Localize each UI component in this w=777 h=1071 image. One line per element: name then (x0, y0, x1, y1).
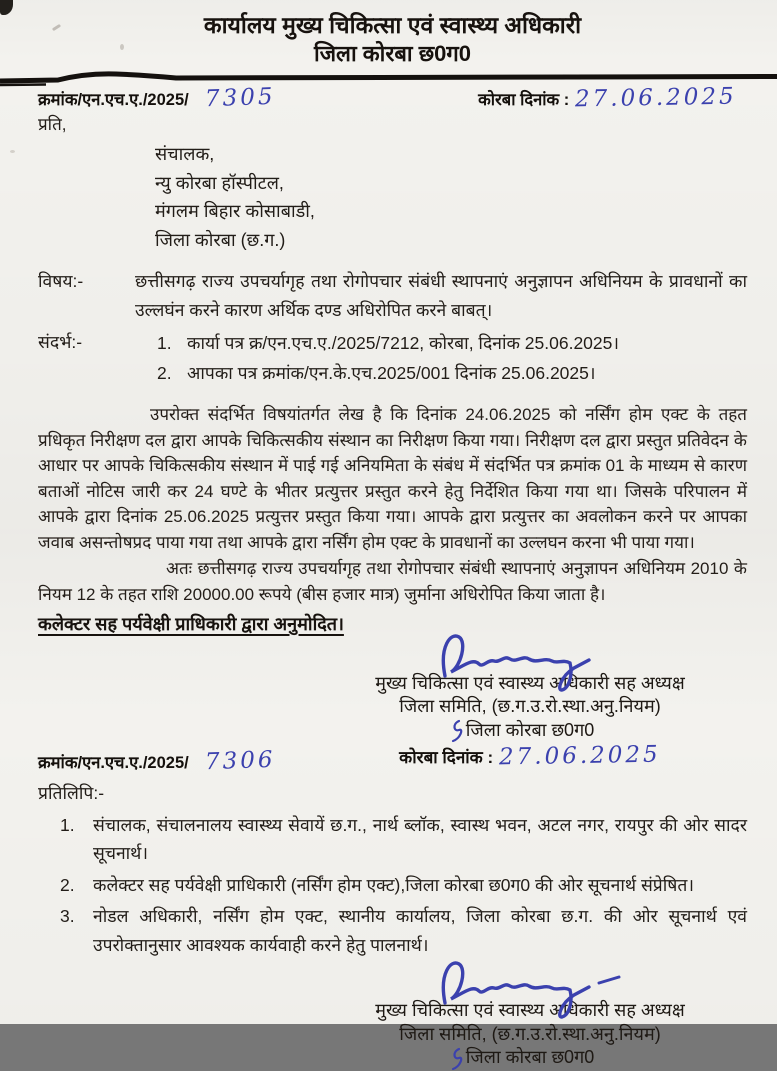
subject-label: विषय:- (38, 271, 84, 291)
reference-label: संदर्भ:- (38, 332, 83, 352)
salutation: प्रति, (38, 115, 67, 134)
recipient-line: मंगलम बिहार कोसाबाडी, (155, 201, 315, 221)
signature-scribble (415, 957, 665, 1023)
signature-date-label: कोरबा दिनांक : (399, 747, 494, 767)
copy-letter-number-handwritten: 7306 (204, 746, 276, 775)
body-paragraph-2: अतः छत्तीसगढ़ राज्य उपचर्यागृह तथा रोगोपचार संबंधी स्थापनाएं अनुज्ञापन अधिनियम 2010 के नियम 12 के तहत राशि 20000.00 रूपये (बीस हजार मात्र) जुर्माना अधिरोपित किया जाता है। (38, 559, 747, 604)
scan-corner-artifact (0, 0, 13, 15)
signature-scribble (415, 630, 645, 696)
copy-item-number: 3. (60, 906, 75, 927)
signatory-district: जिला कोरबा छ0ग0 (345, 719, 715, 743)
reference-item (157, 328, 747, 358)
signatory-designation: मुख्य चिकित्सा एवं स्वास्थ्य अधिकारी सह अध्यक्ष (375, 672, 685, 693)
letter-date-handwritten: 27.06.2025 (575, 83, 738, 113)
signature-block-1 (345, 672, 715, 770)
signature-date-row (345, 741, 715, 771)
signatory-district: जिला कोरबा छ0ग0 (345, 1046, 715, 1070)
copies-list (60, 811, 747, 960)
copy-item-text: कलेक्टर सह पर्यवेक्षी प्राधिकारी (नर्सिंग होम एक्ट),जिला कोरबा छ0ग0 की ओर सूचनार्थ संप्रेषित। (93, 874, 695, 895)
signatory-committee: जिला समिति, (छ.ग.उ.रो.स्था.अनु.नियम) (399, 1023, 661, 1044)
copy-item-text: नोडल अधिकारी, नर्सिंग होम एक्ट, स्थानीय कार्यालय, जिला कोरबा छ.ग. की ओर सूचनार्थ एवं उपरोक्तानुसार आवश्यक कार्यवाही करने हेतु पालनार्थ। (93, 906, 747, 955)
recipient-line: संचालक, (155, 144, 215, 164)
letter-date-label: कोरबा दिनांक : (478, 91, 570, 109)
reference-item-text: कार्या पत्र क्र/एन.एच.ए./2025/7212, कोरबा, दिनांक 25.06.2025। (187, 333, 620, 353)
subject-row (38, 267, 747, 325)
subject-text: छत्तीसगढ़ राज्य उपचर्यागृह तथा रोगोपचार संबंधी स्थापनाएं अनुज्ञापन अधिनियम के प्रावधानों का उल्लघंन करने कारण अर्थिक दण्ड अधिरोपित करने बाबत्। (135, 271, 747, 320)
copy-item (60, 811, 747, 868)
letterhead-office-title: कार्यालय मुख्य चिकित्सा एवं स्वास्थ्य अधिकारी (203, 12, 582, 38)
body-paragraph-1: उपरोक्त संदर्भित विषयांतर्गत लेख है कि दिनांक 24.06.2025 को नर्सिंग होम एक्ट के तहत प्रधिकृत निरीक्षण दल द्वारा आपके चिकित्सकीय संस्थान का निरीक्षण किया गया। निरीक्षण दल द्वारा प्रस्तुत प्रतिवेदन के आधार पर आपके चिकित्सकीय संस्थान में पाई गई अनियमिता के संबंध में संदर्भित पत्र क्रमांक 01 के माध्यम से कारण बताओं नोटिस जारी कर 24 घण्टे के भीतर प्रत्युत्तर प्रस्तुत करने हेतु निर्देशित किया गया था। जिसके परिपालन में आपके द्वारा दिनांक 25.06.2025 प्रत्युत्तर प्रस्तुत किया गया। आपके द्वारा प्रत्युत्तर का अवलोकन करने पर आपका जवाब असन्तोषप्रद पाया गया तथा आपके द्वारा नर्सिंग होम एक्ट के प्रावधानों का उल्लघन करना भी पाया गया। (38, 405, 747, 552)
reference-number-row (38, 83, 747, 113)
scan-speck (10, 150, 15, 153)
pen-loop-mark (450, 719, 464, 743)
signatory-committee: जिला समिति, (छ.ग.उ.रो.स्था.अनु.नियम) (399, 696, 661, 716)
reference-item-text: आपका पत्र क्रमांक/एन.के.एच.2025/001 दिनांक 25.06.2025। (187, 363, 596, 383)
reference-row (38, 328, 747, 388)
copy-item-text: संचालक, संचालनालय स्वास्थ्य सेवायें छ.ग., नार्थ ब्लॉक, स्वास्थ भवन, अटल नगर, रायपुर की ओर सादर सूचनार्थ। (93, 814, 747, 864)
letter-date (478, 83, 738, 113)
approval-line: कलेक्टर सह पर्यवेक्षी प्राधिकारी द्वारा अनुमोदित। (38, 614, 344, 634)
pen-loop-mark (450, 1047, 464, 1071)
letter-number-label: क्रमांक/एन.एच.ए./2025/ (38, 91, 189, 109)
copy-item-number: 1. (60, 814, 75, 835)
recipient-line: न्यु कोरबा हॉस्पीटल, (155, 172, 284, 193)
copies-label: प्रतिलिपि:- (38, 782, 105, 803)
letterhead-district: जिला कोरबा छ0ग0 (314, 41, 471, 66)
letter-number (38, 83, 276, 113)
reference-list (157, 328, 747, 388)
reference-item-number: 2. (157, 363, 172, 383)
signatory-designation: मुख्य चिकित्सा एवं स्वास्थ्य अधिकारी सह अध्यक्ष (375, 1000, 685, 1021)
copy-letter-number-label: क्रमांक/एन.एच.ए./2025/ (38, 753, 189, 772)
reference-item (157, 358, 747, 388)
copy-item (60, 871, 747, 900)
letter-number-handwritten: 7305 (204, 83, 276, 113)
recipient-address (155, 140, 747, 254)
copy-item (60, 902, 747, 959)
reference-item-number: 1. (157, 333, 172, 353)
letter-body (38, 402, 747, 638)
signature-date-handwritten: 27.06.2025 (498, 741, 662, 771)
header-rule (0, 70, 777, 86)
copy-letter-number (38, 746, 276, 775)
recipient-line: जिला कोरबा (छ.ग.) (155, 229, 286, 250)
copy-item-number: 2. (60, 874, 75, 895)
signature-block-2 (345, 999, 715, 1070)
